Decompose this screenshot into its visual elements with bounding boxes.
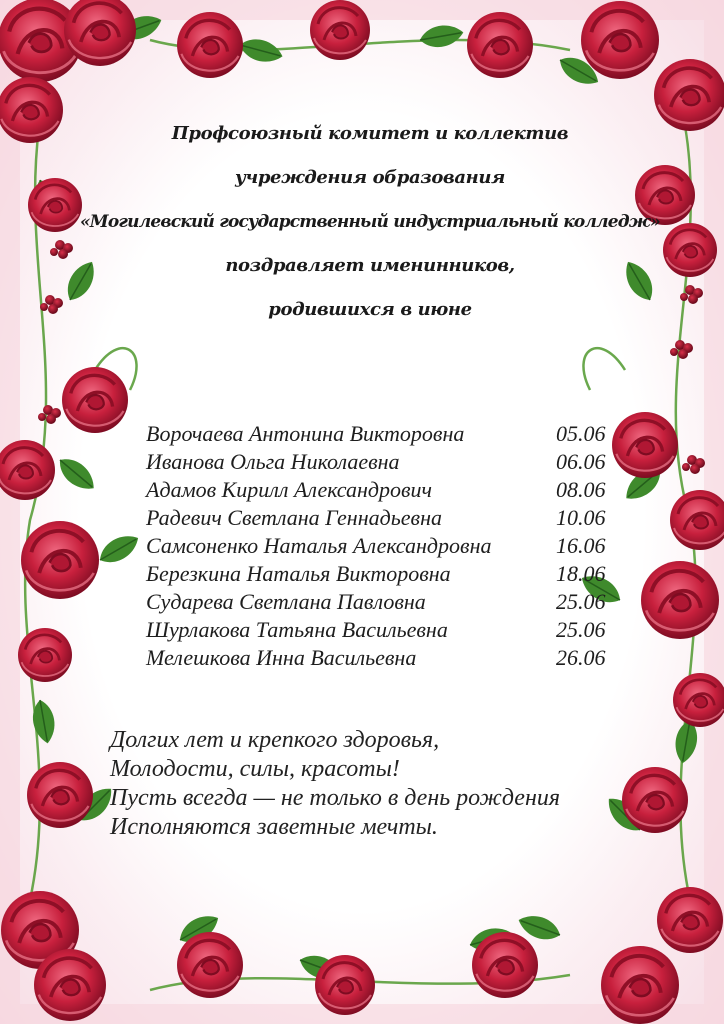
celebrant-date: 26.06 [556, 645, 606, 670]
celebrant-name: Адамов Кирилл Александрович [146, 477, 433, 502]
celebrant-date: 10.06 [556, 505, 606, 530]
list-item [146, 644, 626, 672]
celebrant-name: Ворочаева Антонина Викторовна [146, 421, 465, 446]
celebrant-date: 25.06 [556, 617, 606, 642]
celebrant-name: Мелешкова Инна Васильевна [146, 645, 417, 670]
list-item [146, 560, 626, 588]
list-item [146, 616, 626, 644]
list-item [146, 476, 626, 504]
celebrant-name: Иванова Ольга Николаевна [146, 449, 400, 474]
celebrant-name: Сударева Светлана Павловна [146, 589, 426, 614]
greeting-heading [70, 112, 670, 332]
heading-line-born-in-june: родившихся в июне [268, 299, 472, 320]
list-item [146, 420, 626, 448]
celebrant-date: 06.06 [556, 449, 606, 474]
heading-line-congratulates: поздравляет именинников, [225, 255, 515, 276]
celebrants-list [146, 420, 626, 672]
list-item [146, 532, 626, 560]
heading-line-college-name: «Могилевский государственный индустриальный колледж» [79, 212, 660, 232]
list-item [146, 588, 626, 616]
heading-line-institution: учреждения образования [235, 167, 505, 188]
poem-line: Молодости, силы, красоты! [110, 756, 400, 782]
celebrant-name: Березкина Наталья Викторовна [146, 561, 451, 586]
poem-line: Исполняются заветные мечты. [110, 814, 438, 840]
poem-line: Долгих лет и крепкого здоровья, [110, 727, 440, 753]
celebrant-date: 18.06 [556, 561, 606, 586]
celebrant-name: Самсоненко Наталья Александровна [146, 533, 492, 558]
list-item [146, 504, 626, 532]
celebrant-name: Радевич Светлана Геннадьевна [146, 505, 442, 530]
poem-line: Пусть всегда — не только в день рождения [110, 785, 561, 811]
celebrant-date: 08.06 [556, 477, 606, 502]
celebrant-date: 25.06 [556, 589, 606, 614]
celebrant-name: Шурлакова Татьяна Васильевна [146, 617, 448, 642]
greeting-poem [110, 726, 630, 842]
celebrant-date: 05.06 [556, 421, 606, 446]
celebrant-date: 16.06 [556, 533, 606, 558]
heading-line-committee: Профсоюзный комитет и коллектив [171, 123, 569, 144]
list-item [146, 448, 626, 476]
